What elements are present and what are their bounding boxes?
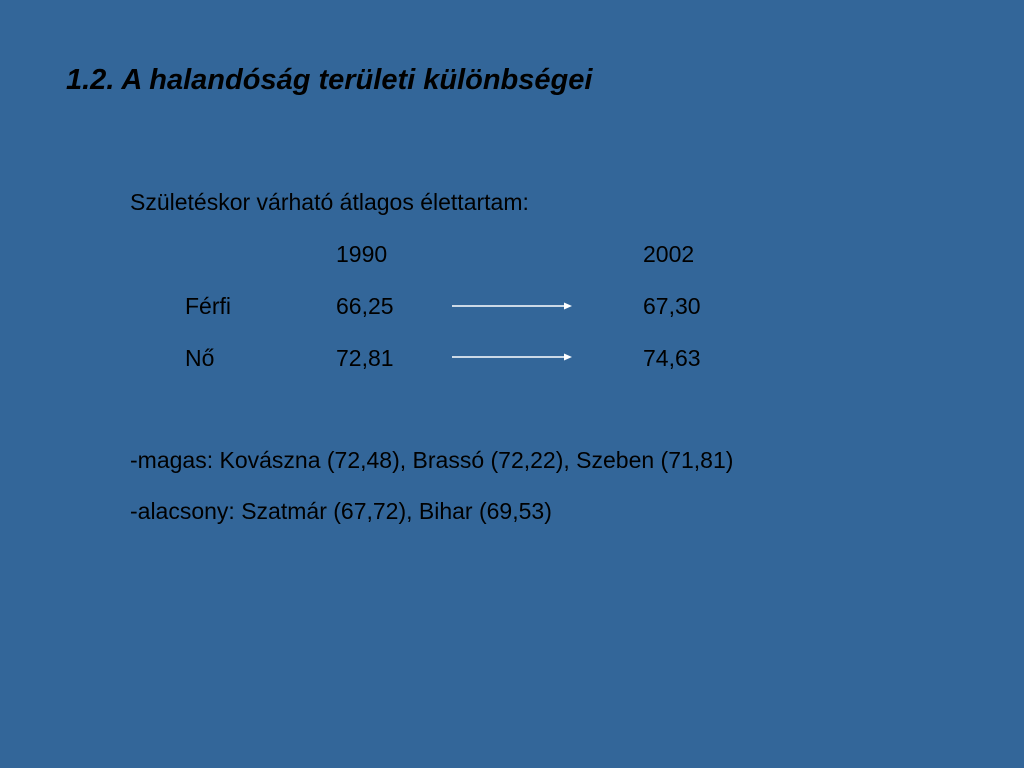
female-value-1990: 72,81 [336, 345, 394, 371]
year-1990-header: 1990 [336, 241, 388, 267]
year-2002-header: 2002 [643, 241, 695, 267]
male-value-2002: 67,30 [643, 293, 701, 319]
male-value-1990: 66,25 [336, 293, 394, 319]
male-label: Férfi [185, 293, 231, 319]
female-label: Nő [185, 345, 215, 371]
life-expectancy-heading: Születéskor várható átlagos élettartam: [130, 189, 529, 215]
female-value-2002: 74,63 [643, 345, 701, 371]
female-arrow-icon [452, 351, 572, 363]
slide-title: 1.2. A halandóság területi különbségei [66, 64, 593, 96]
note-low-regions: -alacsony: Szatmár (67,72), Bihar (69,53) [130, 498, 552, 524]
note-high-regions: -magas: Kovászna (72,48), Brassó (72,22), Szeben (71,81) [130, 447, 734, 473]
male-arrow-icon [452, 300, 572, 312]
